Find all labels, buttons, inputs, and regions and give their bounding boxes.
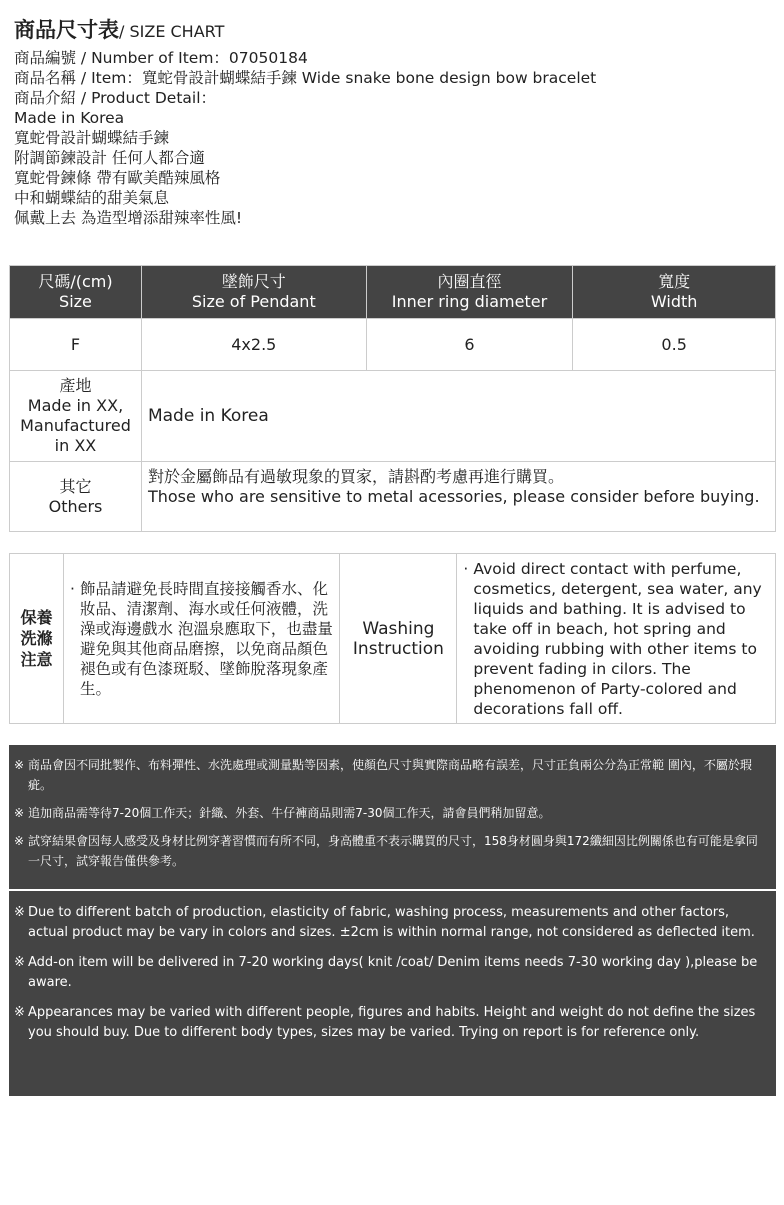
width-value: 0.5 (573, 319, 776, 371)
note-item: ※ 試穿結果會因每人感受及身材比例穿著習慣而有所不同，身高體重不表示購買的尺寸，158身材圓身與172纖細因比例關係也有可能是拿同一尺寸，試穿報告僅供參考。 (14, 834, 758, 868)
note-item: ※ Add-on item will be delivered in 7-20 working days( knit /coat/ Denim items needs 7-30 working day ),please be aware. (14, 955, 758, 990)
page-title: 商品尺寸表/ SIZE CHART (14, 18, 225, 42)
info-line: 附調節鍊設計 任何人都合適 (14, 149, 205, 167)
washing-table (9, 553, 776, 724)
washing-text-zh: · 飾品請避免長時間直接接觸香水、化妝品、清潔劑、海水或任何液體，洗澡或海邊戲水 泡溫泉應取下，也盡量避免與其他商品磨擦，以免商品顏色褪色或有色漆斑駁、墜飾脫落現象產生。 (63, 554, 340, 724)
origin-row (10, 371, 776, 462)
size-table-header (10, 266, 776, 319)
info-line: 商品介紹 / Product Detail： (14, 89, 217, 107)
notice-cn (9, 745, 776, 889)
header-cell-width: 寬度 Width (573, 266, 776, 319)
washing-row (10, 554, 776, 724)
origin-label: 產地 Made in XX, Manufactured in XX (10, 371, 142, 462)
inner-ring-value: 6 (366, 319, 573, 371)
product-info (14, 48, 596, 228)
page-subtitle: / SIZE CHART (119, 22, 225, 41)
note-item: ※ 商品會因不同批製作、布料彈性、水洗處理或測量點等因素，使顏色尺寸與實際商品略有誤差，尺寸正負兩公分為正常範 圍內，不屬於瑕疵。 (14, 758, 752, 792)
info-line: 中和蝴蝶結的甜美氣息 (14, 189, 170, 207)
table-row (10, 319, 776, 371)
washing-label-zh: 保養洗滌注意 (10, 554, 64, 724)
info-line: 商品名稱 / Item：寬蛇骨設計蝴蝶結手鍊 Wide snake bone design bow bracelet (14, 69, 597, 87)
note-item: ※ Due to different batch of production, elasticity of fabric, washing process, measurements and other factors, actual product may be vary in colors and sizes. ±2cm is within normal range, not considered as deflected item. (14, 905, 755, 940)
header-cell-pendant: 墜飾尺寸 Size of Pendant (141, 266, 366, 319)
others-row (10, 462, 776, 532)
pendant-value: 4x2.5 (141, 319, 366, 371)
others-label: 其它 Others (10, 462, 142, 532)
note-item: ※ Appearances may be varied with different people, figures and habits. Height and weight do not define the sizes you should buy. Due to different body types, sizes may be varied. Trying on report is for reference only. (14, 1005, 756, 1040)
origin-value: Made in Korea (141, 371, 775, 462)
header-cell-size: 尺碼/(cm) Size (10, 266, 142, 319)
others-value: 對於金屬飾品有過敏現象的買家，請斟酌考慮再進行購買。 Those who are sensitive to metal acessories, please consider before buying. (141, 462, 775, 532)
info-line: Made in Korea (14, 109, 125, 127)
info-line: 寬蛇骨鍊條 帶有歐美酷辣風格 (14, 169, 221, 187)
info-line: 佩戴上去 為造型增添甜辣率性風! (14, 209, 243, 227)
info-line: 商品編號 / Number of Item：07050184 (14, 49, 308, 67)
washing-text-en: · Avoid direct contact with perfume, cosmetics, detergent, sea water, any liquids and bathing. It is advised to take off in beach, hot spring and avoiding rubbing with other items to prevent fading in cilors. The phenomenon of Party-colored and decorations fall off. (457, 554, 776, 724)
washing-label-en: Washing Instruction (340, 554, 457, 724)
header (14, 16, 596, 228)
size-value: F (10, 319, 142, 371)
note-item: ※ 追加商品需等待7-20個工作天；針織、外套、牛仔褲商品則需7-30個工作天，請會員們稍加留意。 (14, 806, 551, 820)
size-table (9, 265, 776, 532)
info-line: 寬蛇骨設計蝴蝶結手鍊 (14, 129, 170, 147)
header-cell-inner-ring: 內圈直徑 Inner ring diameter (366, 266, 573, 319)
notice-en (9, 891, 776, 1096)
